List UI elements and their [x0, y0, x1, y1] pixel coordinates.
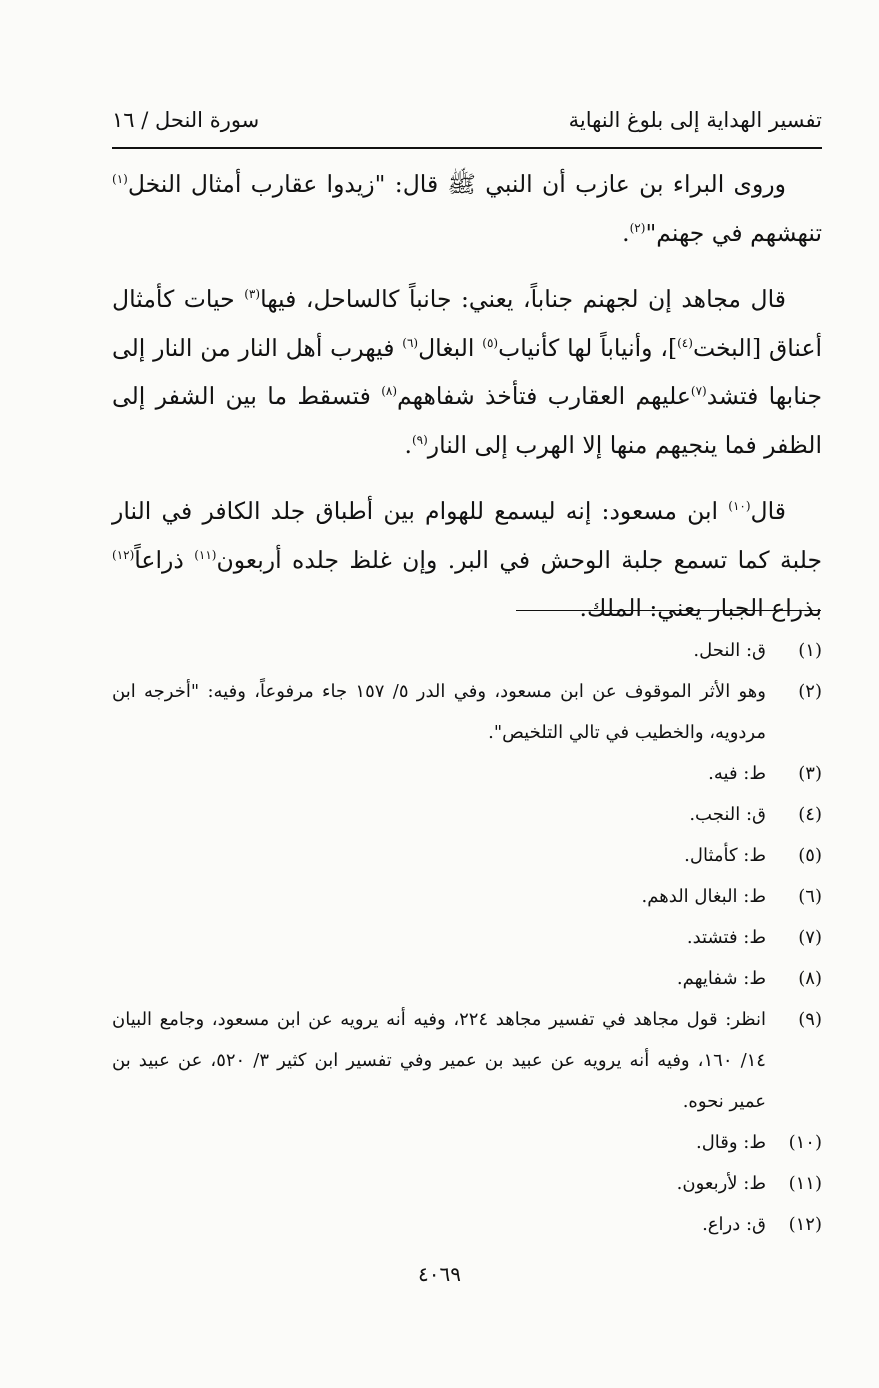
- footnote-item: [112, 835, 822, 876]
- footnote-ref: (٨): [381, 384, 398, 399]
- footnote-text: ط: لأربعون.: [676, 1173, 766, 1194]
- book-title: تفسير الهداية إلى بلوغ النهاية: [568, 108, 822, 132]
- footnote-item: [112, 671, 822, 753]
- footnote-number: (٤): [798, 804, 822, 825]
- footnote-item: [112, 917, 822, 958]
- footnote-number: (١): [798, 640, 822, 661]
- footnote-item: [112, 753, 822, 794]
- text-run: وروى البراء بن عازب أن النبي ﷺ قال: "زيدوا عقارب أمثال النخل: [127, 170, 786, 198]
- text-run: عليهم العقارب فتأخذ شفاههم: [397, 382, 691, 410]
- paragraph-1: [112, 160, 822, 257]
- text-run: ]، وأنياباً لها كأنياب: [498, 333, 678, 362]
- footnote-number: (١٠): [788, 1132, 822, 1153]
- header-rule: [112, 147, 822, 149]
- footnote-number: (٦): [798, 886, 822, 907]
- footnote-ref: (٩): [411, 432, 428, 447]
- main-text: [112, 160, 822, 651]
- text-run: .: [622, 218, 630, 247]
- footnote-number: (٩): [798, 1009, 822, 1030]
- page-number: ٤٠٦٩: [418, 1262, 461, 1286]
- footnote-ref: (٧): [690, 384, 707, 399]
- running-header: [112, 100, 822, 146]
- footnote-text: ط: كأمثال.: [684, 845, 766, 866]
- paragraph-2: [112, 275, 822, 469]
- footnote-item: [112, 1122, 822, 1163]
- footnote-text: ط: فتشتد.: [686, 927, 766, 948]
- footnote-number: (١٢): [788, 1214, 822, 1235]
- footnote-ref: (١١): [194, 547, 217, 562]
- footnote-number: (٨): [798, 968, 822, 989]
- text-run: قال: [750, 497, 786, 525]
- text-run: ابن مسعود: إنه ليسمع للهوام بين أطباق جلد الكافر في النار جلبة كما تسمع جلبة الوحش في البر. وإن غلظ جلده أربعون: [112, 497, 822, 574]
- footnote-ref: (١٠): [728, 499, 751, 514]
- footnote-text: ق: النحل.: [693, 640, 766, 661]
- text-run: حيات كأمثال أعناق [البخت: [112, 285, 822, 362]
- text-run: بذراع الجبار يعني: الملك.: [579, 594, 822, 622]
- text-run: ذراعاً: [134, 545, 195, 574]
- text-run: البغال: [418, 333, 483, 362]
- text-run: فتسقط ما بين الشفر إلى الظفر فما ينجيهم منها إلا الهرب إلى النار: [112, 382, 822, 459]
- footnote-item: [112, 1204, 822, 1245]
- footnote-text: ق: النجب.: [689, 804, 766, 825]
- footnote-text: ط: شفايهم.: [676, 968, 766, 989]
- footnote-text: ط: فيه.: [708, 763, 766, 784]
- footnote-number: (٥): [798, 845, 822, 866]
- footnote-separator: [516, 610, 821, 611]
- text-run: تنهشهم في جهنم": [645, 218, 822, 247]
- footnote-ref: (١٢): [112, 547, 135, 562]
- footnote-ref: (٤): [677, 335, 693, 350]
- footnote-text: انظر: قول مجاهد في تفسير مجاهد ٢٢٤، وفيه أنه يرويه عن ابن مسعود، وجامع البيان ١٤/ ١٦٠، وفيه أنه يرويه عن عبيد بن عمير وفي تفسير ابن كثير ٣/ ٥٢٠، عن عبيد بن عمير نحوه.: [112, 1009, 766, 1112]
- footnote-number: (٣): [798, 763, 822, 784]
- footnote-text: ط: البغال الدهم.: [641, 886, 766, 907]
- footnote-item: [112, 794, 822, 835]
- text-run: قال مجاهد إن لجهنم جناباً، يعني: جانباً كالساحل، فيها: [260, 285, 786, 313]
- footnote-item: [112, 1163, 822, 1204]
- footnote-text: ط: وقال.: [695, 1132, 766, 1153]
- footnote-ref: (٦): [402, 335, 419, 350]
- footnote-ref: (٢): [629, 220, 646, 235]
- footnote-text: ق: دراع.: [702, 1214, 766, 1235]
- footnote-text: وهو الأثر الموقوف عن ابن مسعود، وفي الدر ٥/ ١٥٧ جاء مرفوعاً، وفيه: "أخرجه ابن مردويه، والخطيب في تالي التلخيص".: [112, 681, 766, 743]
- footnote-number: (٢): [798, 681, 822, 702]
- footnote-item: [112, 958, 822, 999]
- text-run: .: [404, 430, 412, 459]
- surah-label: سورة النحل / ١٦: [112, 108, 260, 132]
- footnote-item: [112, 630, 822, 671]
- footnotes: [112, 630, 822, 1245]
- footnote-number: (١١): [788, 1173, 822, 1194]
- footnote-ref: (٥): [482, 335, 499, 350]
- footnote-item: [112, 876, 822, 917]
- footnote-ref: (٣): [244, 287, 261, 302]
- footnote-item: [112, 999, 822, 1122]
- footnote-ref: (١): [112, 172, 128, 187]
- footnote-number: (٧): [798, 927, 822, 948]
- text-run: فيهرب أهل النار من النار إلى جنابها فتشد: [112, 333, 822, 410]
